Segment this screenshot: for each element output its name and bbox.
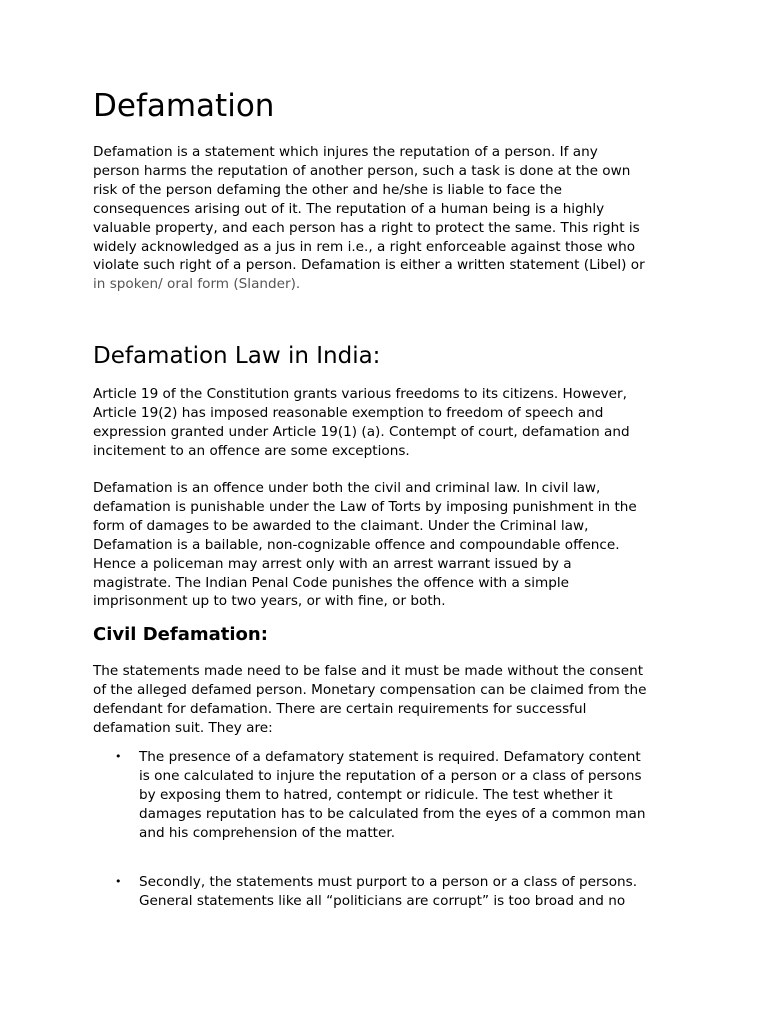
section-heading-civil: Civil Defamation:: [93, 624, 268, 645]
text-line: The statements made need to be false and it must be made without the consent: [93, 663, 644, 679]
text-line: damages reputation has to be calculated from the eyes of a common man: [139, 805, 646, 822]
text-line: Secondly, the statements must purport to a person or a class of persons.: [139, 874, 638, 890]
list-item-text: [139, 873, 637, 911]
text-line: magistrate. The Indian Penal Code punishes the offence with a simple: [93, 574, 570, 591]
india-paragraph-1: [93, 385, 683, 461]
text-line: and his comprehension of the matter.: [139, 824, 396, 841]
text-line: imprisonment up to two years, or with fine, or both.: [93, 593, 446, 610]
intro-paragraph: [93, 143, 683, 294]
text-line: widely acknowledged as a jus in rem i.e., a right enforceable against those who: [93, 238, 636, 255]
text-line: Defamation is a statement which injures the reputation of a person. If any: [93, 144, 598, 160]
text-line: by exposing them to hatred, contempt or ridicule. The test whether it: [139, 786, 613, 803]
india-paragraph-2: [93, 479, 683, 611]
text-line: Hence a policeman may arrest only with an arrest warrant issued by a: [93, 555, 572, 572]
page-title: Defamation: [93, 88, 275, 124]
text-line: form of damages to be awarded to the claimant. Under the Criminal law,: [93, 517, 589, 534]
text-line: The presence of a defamatory statement is required. Defamatory content: [139, 749, 641, 765]
text-line: incitement to an offence are some exceptions.: [93, 442, 410, 459]
text-line: person harms the reputation of another person, such a task is done at the own: [93, 162, 631, 179]
text-line: Defamation is an offence under both the civil and criminal law. In civil law,: [93, 480, 601, 496]
text-line: defendant for defamation. There are certain requirements for successful: [93, 700, 587, 717]
bullet-icon: •: [115, 875, 122, 888]
section-heading-india: Defamation Law in India:: [93, 343, 381, 369]
text-line: General statements like all “politicians are corrupt” is too broad and no: [139, 892, 626, 909]
text-line: in spoken/ oral form (Slander).: [93, 276, 301, 293]
text-line: expression granted under Article 19(1) (a). Contempt of court, defamation and: [93, 423, 630, 440]
civil-paragraph: [93, 662, 683, 738]
text-line: Article 19(2) has imposed reasonable exemption to freedom of speech and: [93, 404, 604, 421]
text-line: defamation is punishable under the Law of Torts by imposing punishment in the: [93, 498, 637, 515]
text-line: risk of the person defaming the other and he/she is liable to face the: [93, 181, 563, 198]
text-line: Article 19 of the Constitution grants various freedoms to its citizens. However,: [93, 386, 627, 402]
text-line: violate such right of a person. Defamation is either a written statement (Libel) or: [93, 257, 645, 274]
text-line: Defamation is a bailable, non-cognizable offence and compoundable offence.: [93, 536, 620, 553]
text-line: is one calculated to injure the reputation of a person or a class of persons: [139, 767, 642, 784]
bullet-icon: •: [115, 750, 122, 763]
text-line: of the alleged defamed person. Monetary compensation can be claimed from the: [93, 681, 647, 698]
text-line: valuable property, and each person has a right to protect the same. This right is: [93, 219, 640, 236]
list-item-text: [139, 748, 645, 843]
text-line: defamation suit. They are:: [93, 719, 273, 736]
text-line: consequences arising out of it. The reputation of a human being is a highly: [93, 200, 605, 217]
